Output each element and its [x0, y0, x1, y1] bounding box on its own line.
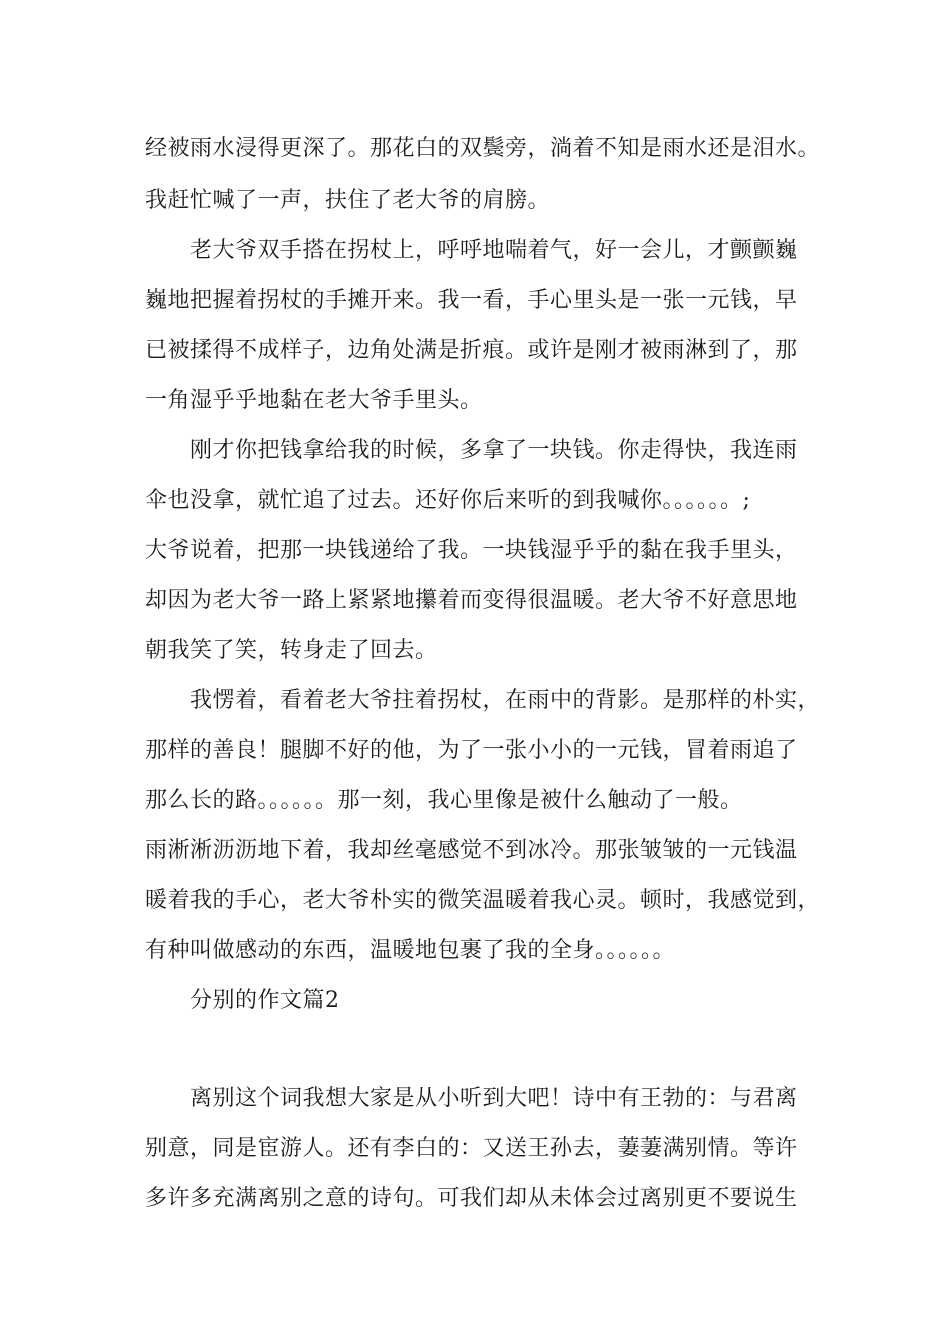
- text-line: 多许多充满离别之意的诗句。可我们却从未体会过离别更不要说生: [145, 1186, 798, 1211]
- section-heading: 分别的作文篇2: [190, 988, 340, 1013]
- text-line: 一角湿乎乎地黏在老大爷手里头。: [145, 388, 483, 413]
- text-line: 经被雨水浸得更深了。那花白的双鬓旁，淌着不知是雨水还是泪水。: [145, 136, 821, 161]
- text-line: 却因为老大爷一路上紧紧地攥着而变得很温暖。老大爷不好意思地: [145, 588, 798, 613]
- text-line: 老大爷双手搭在拐杖上，呼呼地喘着气，好一会儿，才颤颤巍: [190, 238, 798, 263]
- text-line: 朝我笑了笑，转身走了回去。: [145, 638, 438, 663]
- text-line: 巍地把握着拐杖的手摊开来。我一看，手心里头是一张一元钱，早: [145, 288, 798, 313]
- text-line: 我赶忙喊了一声，扶住了老大爷的肩膀。: [145, 188, 551, 213]
- text-line: 伞也没拿，就忙追了过去。还好你后来听的到我喊你。。。。。。;: [145, 488, 751, 513]
- text-line: 有种叫做感动的东西，温暖地包裹了我的全身。。。。。。: [145, 938, 676, 963]
- text-line: 别意，同是宦游人。还有李白的：又送王孙去，萋萋满别情。等许: [145, 1136, 798, 1161]
- text-line: 那么长的路。。。。。。那一刻，我心里像是被什么触动了一般。: [145, 788, 743, 813]
- text-line: 已被揉得不成样子，边角处满是折痕。或许是刚才被雨淋到了，那: [145, 338, 798, 363]
- text-line: 暖着我的手心，老大爷朴实的微笑温暖着我心灵。顿时，我感觉到，: [145, 888, 821, 913]
- text-line: 我愣着，看着老大爷拄着拐杖，在雨中的背影。是那样的朴实，: [190, 688, 821, 713]
- text-line: 大爷说着，把那一块钱递给了我。一块钱湿乎乎的黏在我手里头，: [145, 538, 798, 563]
- text-line: 离别这个词我想大家是从小听到大吧！诗中有王勃的：与君离: [190, 1086, 798, 1111]
- text-line: 刚才你把钱拿给我的时候，多拿了一块钱。你走得快，我连雨: [190, 438, 798, 463]
- text-line: 那样的善良！腿脚不好的他，为了一张小小的一元钱，冒着雨追了: [145, 738, 798, 763]
- text-line: 雨淅淅沥沥地下着，我却丝毫感觉不到冰冷。那张皱皱的一元钱温: [145, 838, 798, 863]
